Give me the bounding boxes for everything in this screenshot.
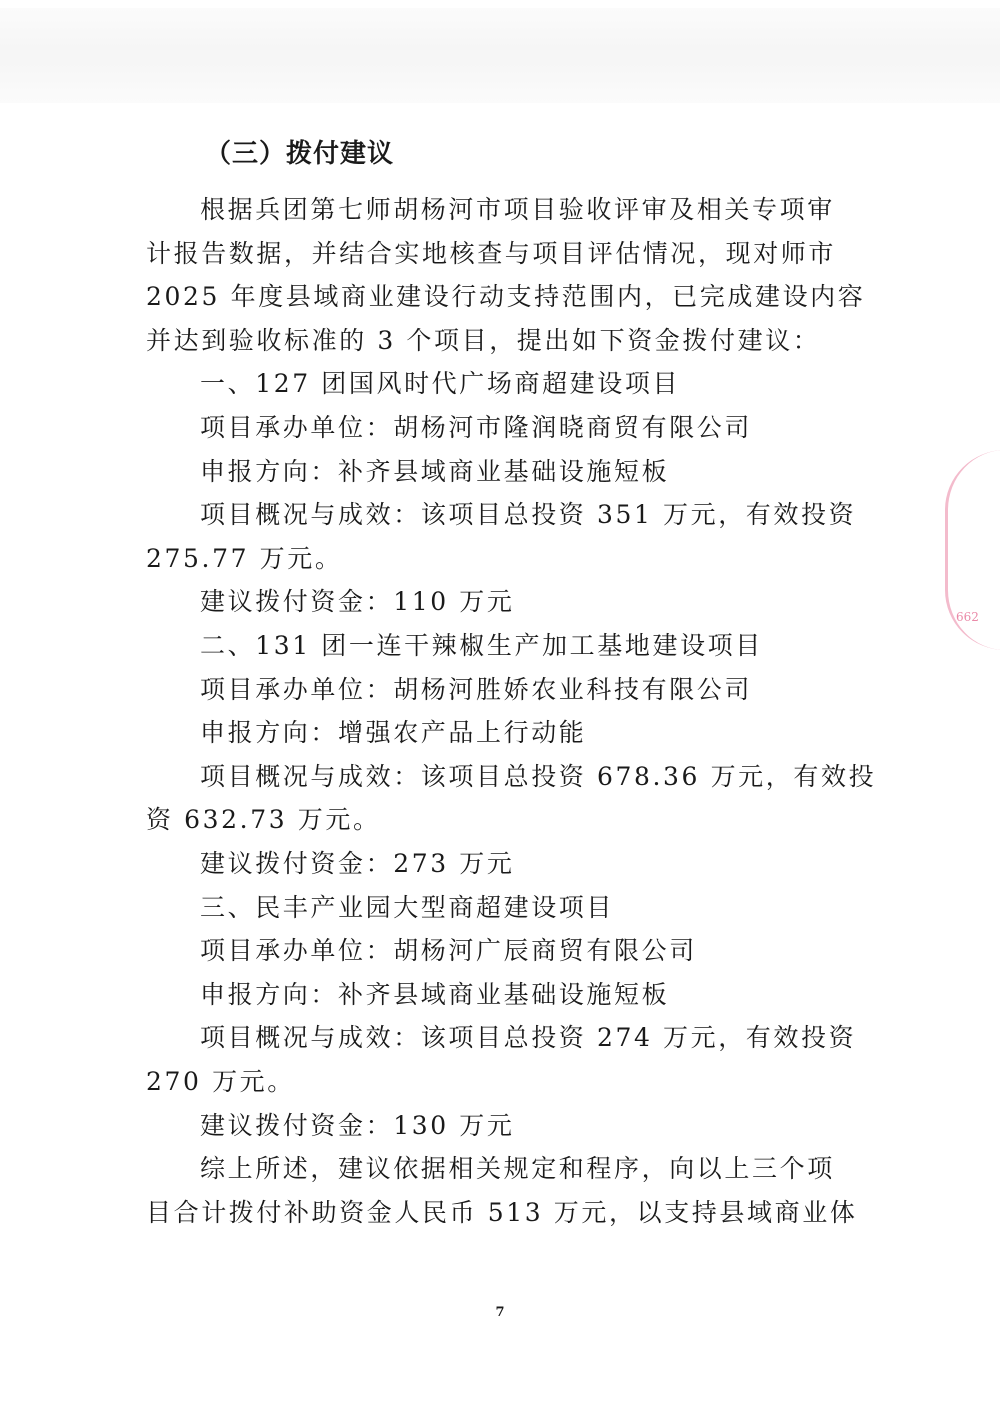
stamp-number: 662 <box>956 610 979 624</box>
text-line: 项目概况与成效：该项目总投资 678.36 万元，有效投 <box>200 761 877 791</box>
scan-bleed-through <box>0 8 1000 103</box>
text-line: 275.77 万元。 <box>146 543 343 573</box>
text-line: 二、131 团一连干辣椒生产加工基地建设项目 <box>200 631 763 660</box>
text-line: 270 万元。 <box>146 1067 295 1096</box>
text-line: 项目概况与成效：该项目总投资 274 万元，有效投资 <box>200 1023 857 1053</box>
text-line: 根据兵团第七师胡杨河市项目验收评审及相关专项审 <box>200 195 835 224</box>
text-line: 综上所述，建议依据相关规定和程序，向以上三个项 <box>200 1154 835 1184</box>
page-number: 7 <box>495 1305 505 1320</box>
text-line: 建议拨付资金：130 万元 <box>200 1110 515 1140</box>
text-line: 并达到验收标准的 3 个项目，提出如下资金拨付建议： <box>146 325 821 355</box>
text-line: 资 632.73 万元。 <box>146 805 381 835</box>
text-line: 项目承办单位：胡杨河广辰商贸有限公司 <box>200 936 697 966</box>
text-line: 计报告数据，并结合实地核查与项目评估情况，现对师市 <box>146 238 837 268</box>
text-line: 申报方向：补齐县域商业基础设施短板 <box>200 979 670 1009</box>
text-line: 建议拨付资金：110 万元 <box>200 587 515 617</box>
text-line: 项目概况与成效：该项目总投资 351 万元，有效投资 <box>200 500 857 530</box>
text-line: 项目承办单位：胡杨河市隆润晓商贸有限公司 <box>200 413 753 442</box>
text-line: 目合计拨付补助资金人民币 513 万元，以支持县域商业体 <box>146 1197 858 1227</box>
seal-stamp-partial <box>945 450 1000 650</box>
text-line: 申报方向：增强农产品上行动能 <box>200 718 587 748</box>
text-line: 一、127 团国风时代广场商超建设项目 <box>200 369 681 399</box>
text-line: 三、民丰产业园大型商超建设项目 <box>200 892 615 922</box>
text-line: 建议拨付资金：273 万元 <box>200 849 515 878</box>
text-line: 申报方向：补齐县域商业基础设施短板 <box>200 456 670 486</box>
section-heading: （三）拨付建议 <box>205 139 395 169</box>
text-line: 项目承办单位：胡杨河胜娇农业科技有限公司 <box>200 674 753 704</box>
text-line: 2025 年度县域商业建设行动支持范围内，已完成建设内容 <box>146 282 866 312</box>
